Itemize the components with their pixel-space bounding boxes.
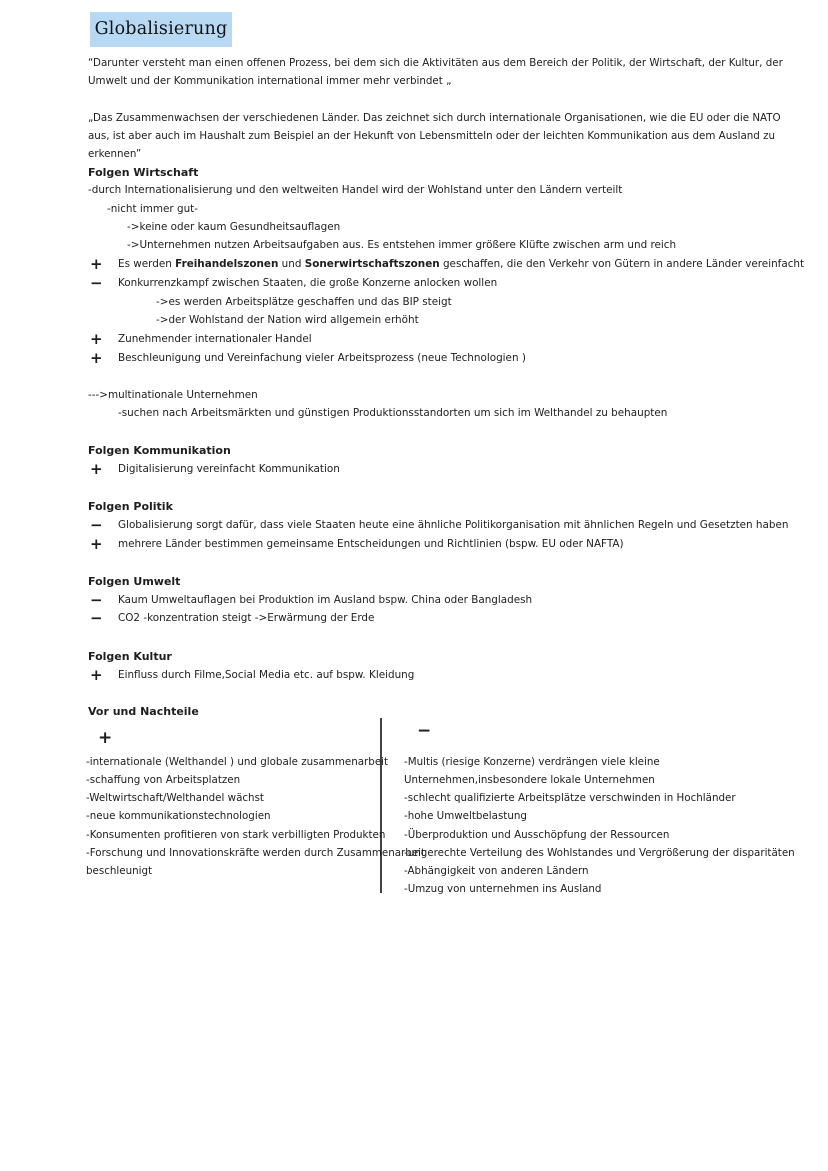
wirtschaft-plus-3: Beschleunigung und Vereinfachung vieler Arbeitsprozess (neue Technologien ) bbox=[118, 352, 526, 364]
pro-item: -Weltwirtschaft/Welthandel wächst bbox=[86, 792, 264, 804]
heading-umwelt: Folgen Umwelt bbox=[88, 575, 181, 588]
heading-kommunikation: Folgen Kommunikation bbox=[88, 444, 231, 457]
con-item: -Umzug von unternehmen ins Ausland bbox=[404, 883, 602, 895]
column-divider bbox=[380, 718, 382, 893]
heading-politik: Folgen Politik bbox=[88, 500, 173, 513]
con-item: Unternehmen,insbesondere lokale Unternehmen bbox=[404, 774, 655, 786]
wirtschaft-line-1: -durch Internationalisierung und den weltweiten Handel wird der Wohlstand unter den Ländern verteilt bbox=[88, 184, 623, 196]
pro-item: -schaffung von Arbeitsplatzen bbox=[86, 774, 241, 786]
con-item: -ungerechte Verteilung des Wohlstandes und Vergrößerung der disparitäten bbox=[404, 847, 795, 859]
plus-icon: + bbox=[90, 330, 103, 348]
heading-wirtschaft: Folgen Wirtschaft bbox=[88, 166, 199, 179]
minus-icon: − bbox=[90, 591, 103, 609]
plus-icon: + bbox=[90, 255, 103, 273]
wirtschaft-multi: --->multinationale Unternehmen bbox=[88, 389, 258, 401]
wirtschaft-line-2: -nicht immer gut- bbox=[107, 203, 198, 215]
plus-icon: + bbox=[90, 666, 103, 684]
minus-icon: − bbox=[90, 274, 103, 292]
con-item: -Multis (riesige Konzerne) verdrängen viele kleine bbox=[404, 756, 660, 768]
definition-1: “Darunter versteht man einen offenen Prozess, bei dem sich die Aktivitäten aus dem Bereich der Politik, der Wirtschaft, der Kultur, der Umwelt und der Kommunikation international immer mehr verbindet „ bbox=[88, 57, 783, 87]
umwelt-minus-1: Kaum Umweltauflagen bei Produktion im Ausland bspw. China oder Bangladesh bbox=[118, 594, 533, 606]
minus-icon: − bbox=[90, 516, 103, 534]
wirtschaft-line-4: ->Unternehmen nutzen Arbeitsaufgaben aus. Es entstehen immer größere Klüfte zwischen arm und reich bbox=[127, 239, 677, 251]
pro-item: -neue kommunikationstechnologien bbox=[86, 810, 271, 822]
kommunikation-plus-1: Digitalisierung vereinfacht Kommunikation bbox=[118, 463, 340, 475]
wirtschaft-plus-1-b: und bbox=[278, 258, 305, 270]
wirtschaft-multi-sub: -suchen nach Arbeitsmärkten und günstigen Produktionsstandorten um sich im Welthandel zu behaupten bbox=[118, 407, 668, 419]
wirtschaft-minus-1: Konkurrenzkampf zwischen Staaten, die große Konzerne anlocken wollen bbox=[118, 277, 498, 289]
umwelt-minus-2: CO2 -konzentration steigt ->Erwärmung der Erde bbox=[118, 612, 375, 624]
keyword-freihandelszonen: Freihandelszonen bbox=[175, 258, 279, 270]
wirtschaft-sub-2: ->der Wohlstand der Nation wird allgemein erhöht bbox=[156, 314, 419, 326]
minus-icon: − bbox=[417, 721, 432, 741]
con-item: -hohe Umweltbelastung bbox=[404, 810, 527, 822]
plus-icon: + bbox=[90, 349, 103, 367]
heading-kultur: Folgen Kultur bbox=[88, 650, 172, 663]
minus-icon: − bbox=[90, 609, 103, 627]
wirtschaft-line-3: ->keine oder kaum Gesundheitsauflagen bbox=[127, 221, 341, 233]
plus-icon: + bbox=[90, 460, 103, 478]
heading-vor-nachteile: Vor und Nachteile bbox=[88, 705, 199, 718]
kultur-plus-1: Einfluss durch Filme,Social Media etc. auf bspw. Kleidung bbox=[118, 669, 415, 681]
plus-icon: + bbox=[90, 535, 103, 553]
wirtschaft-plus-1 bbox=[118, 258, 804, 272]
con-item: -Abhängigkeit von anderen Ländern bbox=[404, 865, 589, 877]
pro-item: -Konsumenten profitieren von stark verbilligten Produkten bbox=[86, 829, 386, 841]
politik-plus-1: mehrere Länder bestimmen gemeinsame Entscheidungen und Richtlinien (bspw. EU oder NAFTA) bbox=[118, 538, 624, 550]
wirtschaft-plus-1-a: Es werden bbox=[118, 258, 176, 270]
pro-item: -internationale (Welthandel ) und globale zusammenarbeit bbox=[86, 756, 389, 768]
politik-minus-1: Globalisierung sorgt dafür, dass viele Staaten heute eine ähnliche Politikorganisation mit ähnlichen Regeln und Gesetzten haben bbox=[118, 519, 789, 531]
pro-item: beschleunigt bbox=[86, 865, 153, 877]
keyword-sonderwirtschaftszonen: Sonerwirtschaftszonen bbox=[304, 258, 440, 270]
definition-2: „Das Zusammenwachsen der verschiedenen Länder. Das zeichnet sich durch internationale Organisationen, wie die EU oder die NATO aus, ist aber auch im Haushalt zum Beispiel an der Hekunft von Lebensmitteln oder der leichten Kommunikation aus dem Ausland zu erkennen” bbox=[88, 112, 781, 160]
page-title-box bbox=[90, 12, 232, 47]
wirtschaft-sub-1: ->es werden Arbeitsplätze geschaffen und das BIP steigt bbox=[156, 296, 452, 308]
con-item: -Überproduktion und Ausschöpfung der Ressourcen bbox=[404, 829, 670, 841]
pro-item: -Forschung und Innovationskräfte werden durch Zusammenarbeit bbox=[86, 847, 426, 859]
wirtschaft-plus-2: Zunehmender internationaler Handel bbox=[118, 333, 312, 345]
plus-icon: + bbox=[98, 728, 113, 748]
page-title: Globalisierung bbox=[94, 19, 228, 40]
wirtschaft-plus-1-c: geschaffen, die den Verkehr von Gütern in andere Länder vereinfacht bbox=[439, 258, 805, 270]
con-item: -schlecht qualifizierte Arbeitsplätze verschwinden in Hochländer bbox=[404, 792, 736, 804]
